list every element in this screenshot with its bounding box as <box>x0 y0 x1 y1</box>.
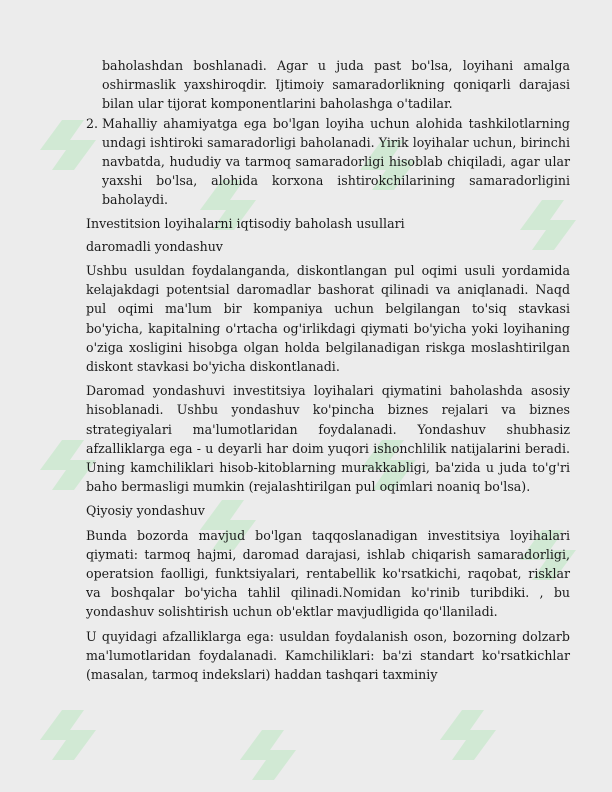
watermark-mark <box>440 710 496 760</box>
subsection-heading-income: daromadli yondashuv <box>86 238 223 254</box>
paragraph-income-method: Ushbu usuldan foydalanganda, diskontlangan pul oqimi usuli yordamida kelajakdagi potentsial daromadlar bashorat qilinadi va aniqlanadi. Naqd pul oqimi ma'lum bir kompaniya uchun belgilangan to'siq stavkasi bo'yicha, kapitalning o'rtacha og'irlikdagi qiymati bo'yicha yoki loyihaning o'ziga xosligini hisobga olgan holda belgilanadigan riskga moslashtirilgan diskont stavkasi bo'yicha diskontlanadi. <box>86 263 570 375</box>
paragraph-advantages: U quyidagi afzalliklarga ega: usuldan foydalanish oson, bozorning dolzarb ma'lumotlaridan foydalanadi. Kamchiliklari: ba'zi standart ko'rsatkichlar (masalan, tarmoq indekslari) haddan tashqari taxminiy <box>86 628 570 683</box>
paragraph-income-approach: Daromad yondashuvi investitsiya loyihalari qiymatini baholashda asosiy hisoblanadi. Ushbu yondashuv ko'pincha biznes rejalari va biznes strategiyalari ma'lumotlaridan foydalanadi. Yondashuv shubhasiz afzalliklarga ega - u deyarli har doim yuqori ishonchlilik natijalarini beradi. Uning kamchiliklari hisob-kitoblarning murakkabligi, ba'zida u juda to'g'ri baho bermasligi mumkin (rejalashtirilgan pul oqimlari noaniq bo'lsa). <box>86 383 570 495</box>
list-item-2 <box>86 114 570 210</box>
document-page <box>86 56 570 684</box>
subsection-heading-comparative: Qiyosiy yondashuv <box>86 503 205 519</box>
list-item-text: Mahalliy ahamiyatga ega bo'lgan loyiha uchun alohida tashkilotlarning undagi ishtiroki samaradorligi baholanadi. Yirik loyihalar uchun, birinchi navbatda, hududiy va tarmoq samaradorligi hisoblab chiqiladi, agar ular yaxshi bo'lsa, alohida korxona ishtirokchilarining samaradorligini baholaydi. <box>102 115 570 208</box>
section-heading: Investitsion loyihalarni iqtisodiy baholash usullari <box>86 215 405 231</box>
paragraph-comparative: Bunda bozorda mavjud bo'lgan taqqoslanadigan investitsiya loyihalari qiymati: tarmoq hajmi, daromad darajasi, ishlab chiqarish samaradorligi, operatsion faolligi, funktsiyalari, rentabellik ko'rsatkichi, raqobat, risklar va boshqalar bo'yicha tahlil qilinadi.Nomidan ko'rinib turibdiki. , bu yondashuv solishtirish uchun ob'ektlar mavjudligida qo'llaniladi. <box>86 527 570 620</box>
watermark-mark <box>40 710 96 760</box>
watermark-mark <box>240 730 296 780</box>
continued-paragraph: baholashdan boshlanadi. Agar u juda past bo'lsa, loyihani amalga oshirmaslik yaxshiroqdir. Ijtimoiy samaradorlikning qoniqarli darajasi bilan ular tijorat komponentlarini baholashga o'tadilar. <box>102 58 570 112</box>
list-number: 2. <box>86 115 99 131</box>
